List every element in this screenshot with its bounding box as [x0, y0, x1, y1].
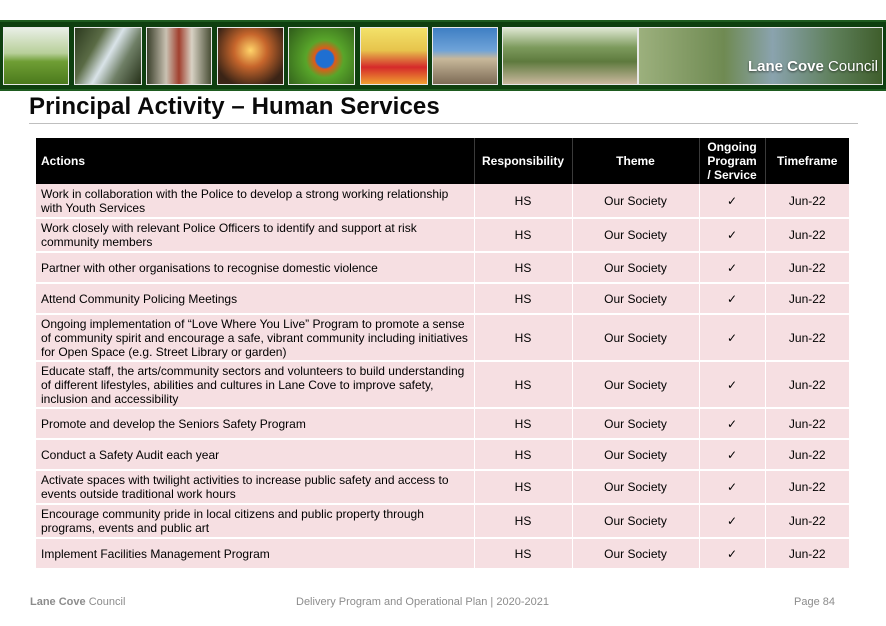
cell-responsibility: HS: [474, 252, 572, 283]
footer-page-number: Page 84: [794, 596, 835, 608]
cell-ongoing-check-icon: ✓: [699, 184, 765, 218]
table-row: [36, 218, 849, 252]
cell-action: Work in collaboration with the Police to develop a strong working relationship with Youth Services: [36, 184, 474, 218]
cell-theme: Our Society: [572, 252, 699, 283]
footer-org-light: Council: [88, 596, 126, 608]
cell-timeframe: Jun-22: [765, 504, 849, 538]
banner-photo-lorikeet: [288, 27, 355, 85]
title-divider: [29, 123, 858, 124]
cell-action: Conduct a Safety Audit each year: [36, 439, 474, 470]
cell-action: Attend Community Policing Meetings: [36, 283, 474, 314]
cell-action: Work closely with relevant Police Officers to identify and support at risk community members: [36, 218, 474, 252]
header-responsibility: Responsibility: [474, 138, 572, 184]
cell-responsibility: HS: [474, 439, 572, 470]
footer-org: [30, 596, 125, 608]
header-timeframe: Timeframe: [765, 138, 849, 184]
cell-theme: Our Society: [572, 439, 699, 470]
cell-timeframe: Jun-22: [765, 184, 849, 218]
table-row: [36, 408, 849, 439]
cell-responsibility: HS: [474, 408, 572, 439]
cell-theme: Our Society: [572, 283, 699, 314]
banner-photo-dancer: [360, 27, 428, 85]
cell-ongoing-check-icon: ✓: [699, 283, 765, 314]
banner-photo-creek: [74, 27, 142, 85]
cell-responsibility: HS: [474, 538, 572, 569]
table-row: [36, 314, 849, 361]
cell-action: Implement Facilities Management Program: [36, 538, 474, 569]
cell-timeframe: Jun-22: [765, 408, 849, 439]
cell-timeframe: Jun-22: [765, 252, 849, 283]
cell-responsibility: HS: [474, 361, 572, 408]
cell-action: Promote and develop the Seniors Safety Program: [36, 408, 474, 439]
table-row: [36, 361, 849, 408]
header-ongoing: Ongoing Program / Service: [699, 138, 765, 184]
cell-ongoing-check-icon: ✓: [699, 538, 765, 569]
cell-ongoing-check-icon: ✓: [699, 439, 765, 470]
cell-responsibility: HS: [474, 218, 572, 252]
banner-photo-night-street: [217, 27, 284, 85]
cell-theme: Our Society: [572, 314, 699, 361]
cell-theme: Our Society: [572, 361, 699, 408]
cell-ongoing-check-icon: ✓: [699, 218, 765, 252]
cell-theme: Our Society: [572, 538, 699, 569]
table-row: [36, 538, 849, 569]
cell-ongoing-check-icon: ✓: [699, 314, 765, 361]
council-logo-bold: Lane Cove: [747, 58, 824, 75]
council-logo: [748, 58, 878, 75]
cell-theme: Our Society: [572, 184, 699, 218]
table-row: [36, 439, 849, 470]
cell-ongoing-check-icon: ✓: [699, 504, 765, 538]
banner-photo-park: [3, 27, 69, 85]
table-row: [36, 470, 849, 504]
council-logo-light: Council: [827, 58, 878, 75]
banner-photo-people: [146, 27, 212, 85]
cell-timeframe: Jun-22: [765, 218, 849, 252]
cell-action: Encourage community pride in local citizens and public property through programs, events and public art: [36, 504, 474, 538]
table-row: [36, 283, 849, 314]
banner-photo-plaza: [502, 27, 638, 85]
cell-action: Partner with other organisations to recognise domestic violence: [36, 252, 474, 283]
footer-org-bold: Lane Cove: [30, 596, 86, 608]
page-title: Principal Activity – Human Services: [29, 93, 440, 120]
table-row: [36, 504, 849, 538]
footer-document-title: Delivery Program and Operational Plan | 2020-2021: [296, 596, 549, 608]
cell-action: Educate staff, the arts/community sectors and volunteers to build understanding of different lifestyles, abilities and cultures in Lane Cove to improve safety, inclusion and accessibility: [36, 361, 474, 408]
cell-action: Activate spaces with twilight activities to increase public safety and access to events outside traditional work hours: [36, 470, 474, 504]
cell-theme: Our Society: [572, 470, 699, 504]
cell-responsibility: HS: [474, 470, 572, 504]
cell-theme: Our Society: [572, 504, 699, 538]
cell-timeframe: Jun-22: [765, 538, 849, 569]
cell-responsibility: HS: [474, 283, 572, 314]
banner-photo-river: [638, 27, 883, 85]
cell-theme: Our Society: [572, 408, 699, 439]
cell-timeframe: Jun-22: [765, 470, 849, 504]
cell-responsibility: HS: [474, 314, 572, 361]
cell-timeframe: Jun-22: [765, 283, 849, 314]
cell-theme: Our Society: [572, 218, 699, 252]
cell-ongoing-check-icon: ✓: [699, 408, 765, 439]
banner-photo-building: [432, 27, 498, 85]
cell-timeframe: Jun-22: [765, 361, 849, 408]
cell-ongoing-check-icon: ✓: [699, 470, 765, 504]
cell-responsibility: HS: [474, 184, 572, 218]
table-header-row: [36, 138, 849, 184]
cell-ongoing-check-icon: ✓: [699, 252, 765, 283]
table-row: [36, 252, 849, 283]
cell-responsibility: HS: [474, 504, 572, 538]
cell-timeframe: Jun-22: [765, 439, 849, 470]
table-row: [36, 184, 849, 218]
activity-table: [36, 138, 849, 570]
header-actions: Actions: [36, 138, 474, 184]
header-theme: Theme: [572, 138, 699, 184]
cell-ongoing-check-icon: ✓: [699, 361, 765, 408]
cell-timeframe: Jun-22: [765, 314, 849, 361]
header-banner: [0, 20, 886, 91]
cell-action: Ongoing implementation of “Love Where You Live” Program to promote a sense of community spirit and encourage a safe, vibrant community including initiatives for Open Space (e.g. Street Library or garden): [36, 314, 474, 361]
